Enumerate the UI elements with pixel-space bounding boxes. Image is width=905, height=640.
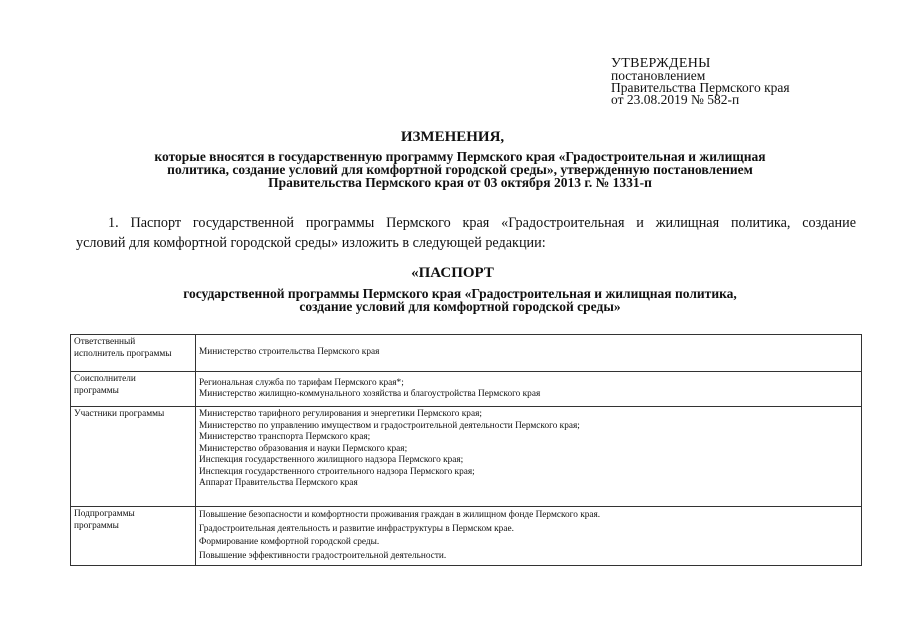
body-paragraph — [76, 213, 856, 253]
label-line: Подпрограммы — [74, 509, 135, 519]
passport-table — [70, 334, 862, 566]
approval-line: постановлением — [611, 68, 706, 83]
table-row — [71, 507, 862, 566]
row-value — [196, 507, 862, 566]
approval-line: Правительства Пермского края — [611, 80, 790, 95]
value-line: Министерство по управлению имуществом и градостроительной деятельности Пермского края; — [199, 420, 580, 431]
table-row — [71, 407, 862, 507]
row-label — [71, 372, 196, 407]
value-line: Региональная служба по тарифам Пермского края*; — [199, 377, 404, 388]
value-line: Министерство тарифного регулирования и энергетики Пермского края; — [199, 409, 482, 419]
value-line: Инспекция государственного жилищного надзора Пермского края; — [199, 455, 464, 465]
table-row — [71, 335, 862, 372]
subtitle-line: Правительства Пермского края от 03 октября 2013 г. № 1331-п — [268, 175, 652, 190]
passport-subtitle-line: создание условий для комфортной городской среды» — [299, 299, 621, 314]
row-value — [196, 372, 862, 407]
document-subtitle — [110, 150, 810, 189]
label-line: Соисполнители — [74, 374, 136, 384]
subtitle-line: которые вносятся в государственную программу Пермского края «Градостроительная и жилищная — [154, 149, 766, 164]
value-line: Министерство образования и науки Пермского края; — [199, 443, 408, 454]
row-label — [71, 335, 196, 372]
value-line: Министерство транспорта Пермского края; — [199, 432, 371, 442]
value-line: Градостроительная деятельность и развитие инфраструктуры в Пермском крае. — [199, 523, 514, 534]
value-line: Министерство строительства Пермского края — [199, 347, 380, 358]
value-line: Формирование комфортной городской среды. — [199, 537, 380, 547]
label-line: исполнитель программы — [74, 348, 172, 359]
approval-heading: УТВЕРЖДЕНЫ — [611, 56, 711, 71]
label-line: программы — [74, 520, 119, 531]
value-line: Аппарат Правительства Пермского края — [199, 478, 358, 488]
passport-subtitle — [110, 287, 810, 313]
paragraph-line: условий для комфортной городской среды» изложить в следующей редакции: — [76, 235, 546, 251]
value-line: Министерство жилищно-коммунального хозяйства и благоустройства Пермского края — [199, 389, 541, 399]
row-label — [71, 507, 196, 566]
row-label — [71, 407, 196, 507]
value-line: Повышение безопасности и комфортности проживания граждан в жилищном фонде Пермского края. — [199, 510, 601, 520]
paragraph-line: 1. Паспорт государственной программы Пермского края «Градостроительная и жилищная политика, создание — [108, 215, 856, 231]
passport-subtitle-line: государственной программы Пермского края «Градостроительная и жилищная политика, — [183, 286, 737, 301]
label-line: Участники программы — [74, 409, 165, 419]
row-value — [196, 407, 862, 507]
table-row — [71, 372, 862, 407]
passport-title: «ПАСПОРТ — [411, 265, 494, 281]
approval-stamp — [611, 58, 891, 106]
subtitle-line: политика, создание условий для комфортной городской среды», утвержденную постановлением — [167, 162, 753, 177]
row-value — [196, 335, 862, 372]
value-line: Инспекция государственного строительного надзора Пермского края; — [199, 466, 475, 477]
value-line: Повышение эффективности градостроительной деятельности. — [199, 550, 447, 561]
label-line: программы — [74, 385, 119, 396]
approval-line: от 23.08.2019 № 582-п — [611, 92, 740, 107]
document-title: ИЗМЕНЕНИЯ, — [400, 129, 505, 145]
label-line: Ответственный — [74, 337, 136, 347]
